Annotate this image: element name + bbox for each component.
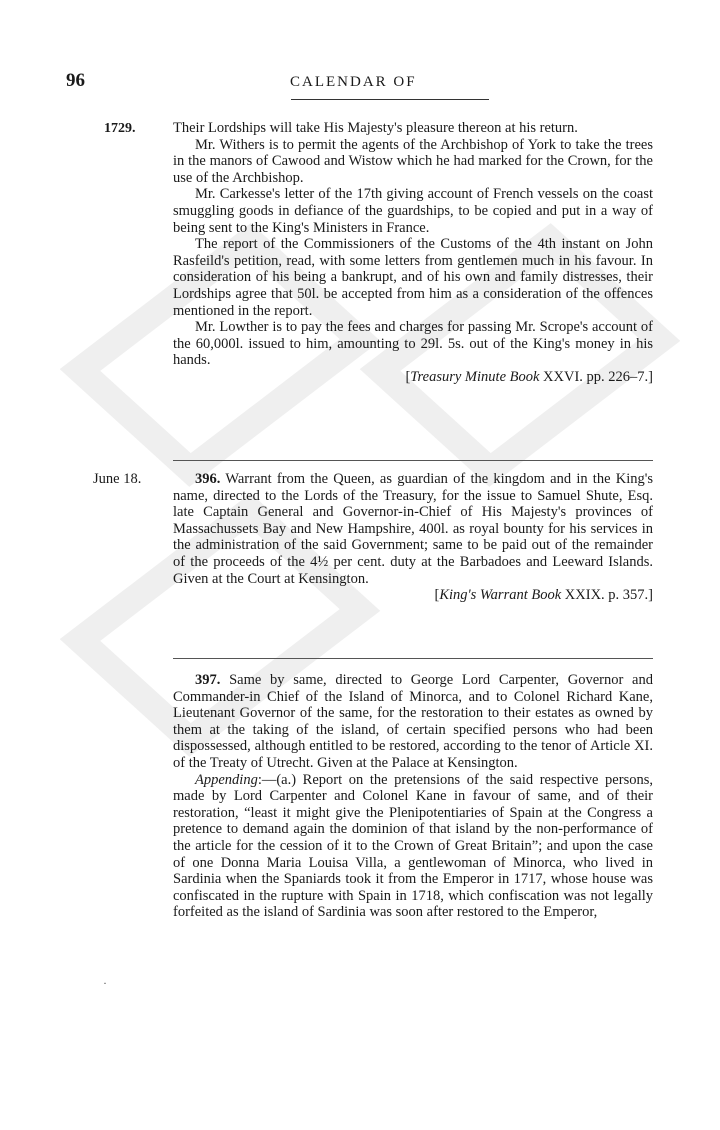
running-head: CALENDAR OF bbox=[290, 74, 417, 90]
entry-397 bbox=[173, 672, 653, 921]
header-rule bbox=[291, 99, 489, 100]
source-reference: [Treasury Minute Book XXVI. pp. 226–7.] bbox=[405, 368, 653, 385]
appending-label: Appending bbox=[195, 771, 258, 788]
section-divider bbox=[173, 460, 653, 461]
entry-paragraph: 396. Warrant from the Queen, as guardian of the kingdom and in the King's name, directed to the Lords of the Treasury, for the issue to Samuel Shute, Esq. late Captain General and Governor-in-Chief of His Majesty's provinces of Massachussets Bay and New Hampshire, 400l. as royal bounty for his services in the administration of the said Government; same to be paid out of the remainder of the proceeds of the 4½ per cent. duty at the Barbadoes and Leeward Islands. Given at the Court at Kensington. bbox=[173, 471, 653, 587]
appending-paragraph: Appending:—(a.) Report on the pretensions of the said respective persons, made by Lord Carpenter and Colonel Kane in favour of same, and of their restoration, “least it might give the Plenipotentiaries of Spain at the Congress a pretence to demand again the dominion of that island by the non-performance of the article for the cession of it to the Crown of Great Britain”; and upon the case of one Donna Maria Louisa Villa, a gentlewoman of Minorca, who lived in Sardinia when the Spaniards took it from the Emperor in 1717, whose house was confiscated in the rupture with Spain in 1718, which confiscation was not legally forfeited as the island of Sardinia was soon after restored to the Emperor, bbox=[173, 771, 653, 921]
entry-paragraph: 397. Same by same, directed to George Lord Carpenter, Governor and Commander-in Chief of the Island of Minorca, and to Colonel Richard Kane, Lieutenant Governor of the same, for the restoration to their estates as owned by them at the taking of the island, of certain specified persons who had been dispossessed, although entitled to be restored, according to the tenor of Article XI. of the Treaty of Utrecht. Given at the Palace at Kensington. bbox=[173, 672, 653, 771]
source-reference: [King's Warrant Book XXIX. p. 357.] bbox=[434, 587, 653, 604]
section-divider bbox=[173, 658, 653, 659]
source-title: King's Warrant Book bbox=[439, 587, 562, 604]
margin-mark: · bbox=[103, 976, 107, 990]
minute-block bbox=[173, 120, 653, 386]
minute-paragraph: The report of the Commissioners of the Customs of the 4th instant on John Rasfeild's petition, read, with some letters from gentlemen much in his favour. In consideration of his being a bankrupt, and of his own and family distresses, their Lordships agree that 50l. be accepted from him as a consideration of the offences mentioned in the report. bbox=[173, 236, 653, 319]
minute-paragraph: Their Lordships will take His Majesty's pleasure thereon at his return. bbox=[173, 120, 578, 136]
page-number: 96 bbox=[66, 70, 85, 91]
source-title: Treasury Minute Book bbox=[410, 368, 540, 385]
minute-paragraph: Mr. Lowther is to pay the fees and charges for passing Mr. Scrope's account of the 60,000l. issued to him, amounting to 29l. 5s. out of the King's money in his hands. bbox=[173, 319, 653, 369]
entry-396 bbox=[173, 471, 653, 604]
margin-date: June 18. bbox=[93, 471, 142, 487]
entry-number: 397. bbox=[195, 672, 221, 688]
minute-paragraph: Mr. Withers is to permit the agents of the Archbishop of York to take the trees in the manors of Cawood and Wistow which he had marked for the Crown, for the use of the Archbishop. bbox=[173, 136, 653, 186]
minute-paragraph: Mr. Carkesse's letter of the 17th giving account of French vessels on the coast smuggling goods in defiance of the guardships, to be copied and put in a way of being sent to the King's Ministers in France. bbox=[173, 186, 653, 236]
entry-number: 396. bbox=[195, 471, 221, 487]
margin-year: 1729. bbox=[104, 121, 136, 136]
